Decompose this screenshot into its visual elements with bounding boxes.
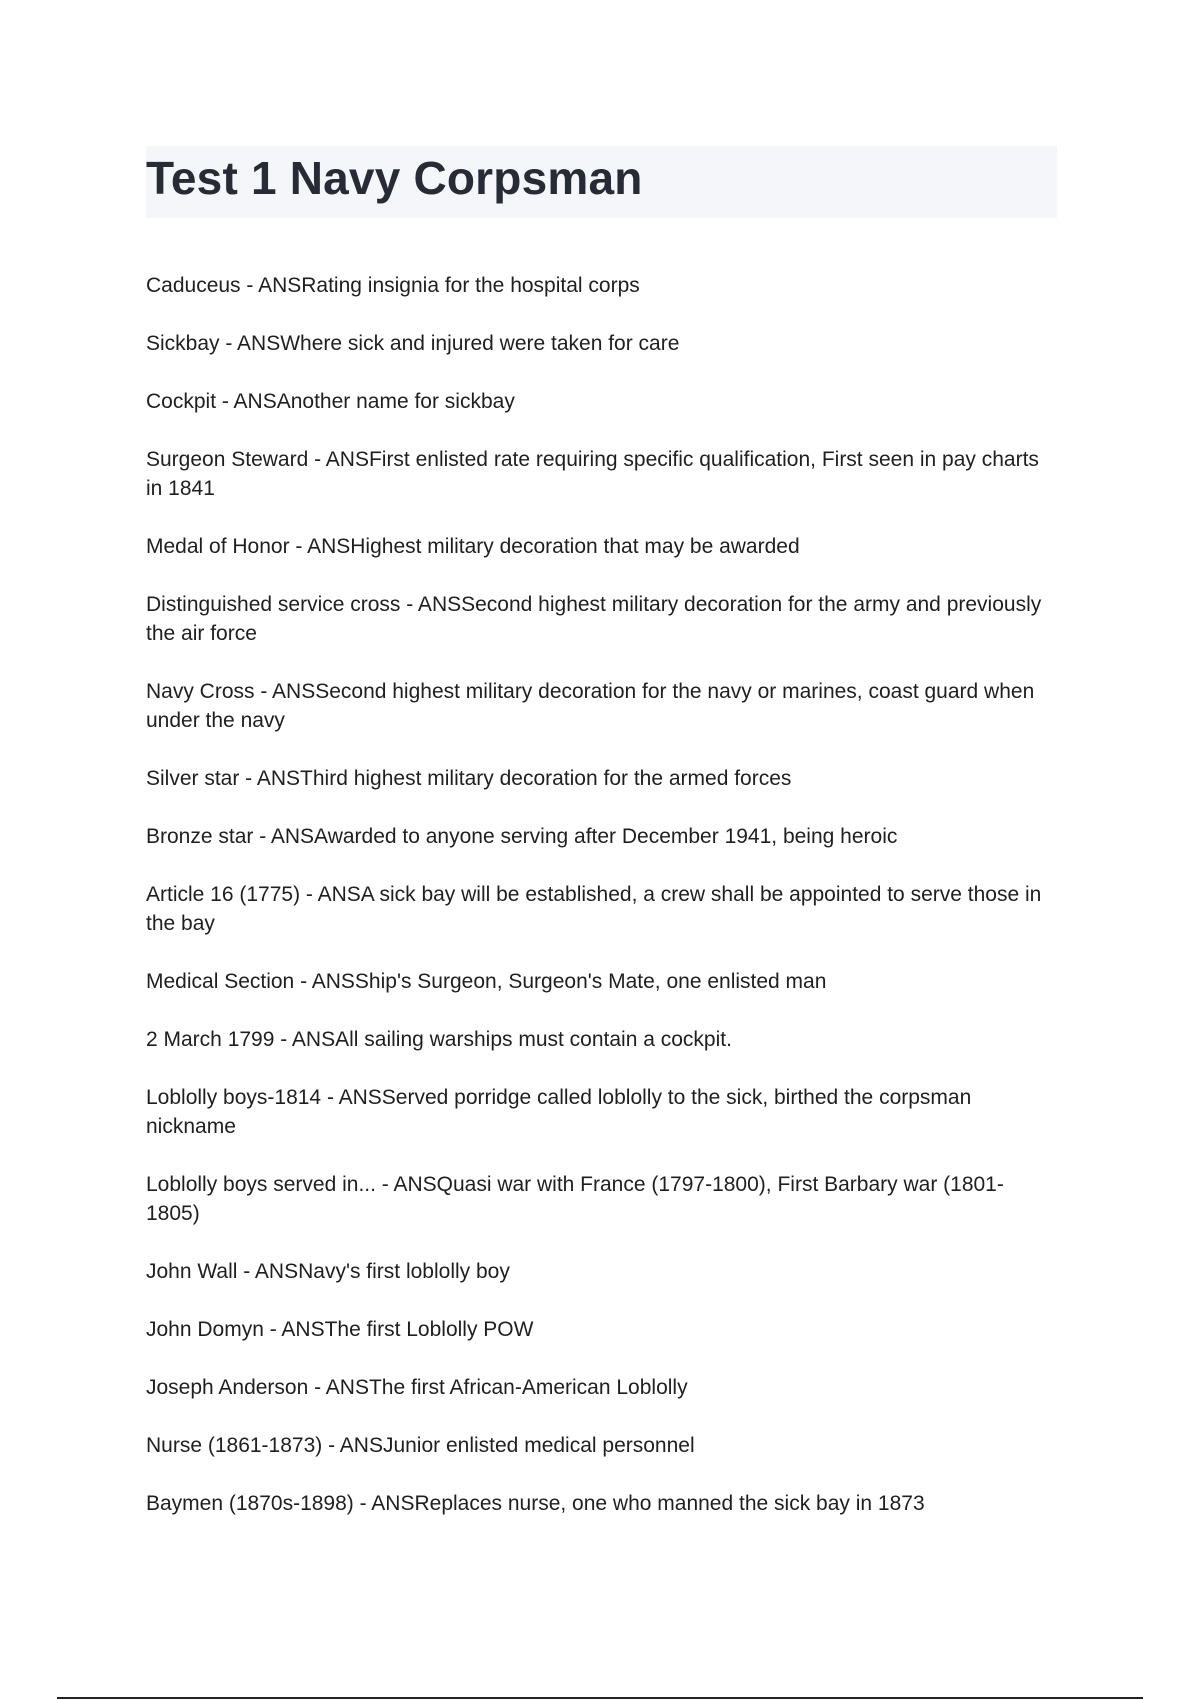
flashcard-entry-loblolly-boys-1814: Loblolly boys-1814 - ANSServed porridge called loblolly to the sick, birthed the corpsman nickname	[146, 1086, 972, 1138]
flashcard-entry-loblolly-boys-served-in: Loblolly boys served in... - ANSQuasi war with France (1797-1800), First Barbary war (1801-1805)	[146, 1173, 1004, 1225]
flashcard-entry-medal-of-honor: Medal of Honor - ANSHighest military decoration that may be awarded	[146, 535, 800, 558]
flashcard-entry-article-16: Article 16 (1775) - ANSA sick bay will be established, a crew shall be appointed to serve those in the bay	[146, 883, 1042, 935]
flashcard-entry-bronze-star: Bronze star - ANSAwarded to anyone serving after December 1941, being heroic	[146, 825, 898, 848]
flashcard-entry-joseph-anderson: Joseph Anderson - ANSThe first African-American Loblolly	[146, 1376, 688, 1399]
flashcard-entry-silver-star: Silver star - ANSThird highest military decoration for the armed forces	[146, 767, 792, 790]
flashcard-entry-caduceus: Caduceus - ANSRating insignia for the hospital corps	[146, 274, 640, 297]
page-title: Test 1 Navy Corpsman	[146, 152, 643, 204]
flashcard-entry-surgeon-steward: Surgeon Steward - ANSFirst enlisted rate requiring specific qualification, First seen in pay charts in 1841	[146, 448, 1039, 500]
flashcard-entry-nurse: Nurse (1861-1873) - ANSJunior enlisted medical personnel	[146, 1434, 695, 1457]
flashcard-entry-sickbay: Sickbay - ANSWhere sick and injured were taken for care	[146, 332, 680, 355]
flashcard-entry-john-wall: John Wall - ANSNavy's first loblolly boy	[146, 1260, 510, 1283]
flashcard-entry-cockpit: Cockpit - ANSAnother name for sickbay	[146, 390, 515, 413]
flashcard-entry-distinguished-service-cross: Distinguished service cross - ANSSecond highest military decoration for the army and previously the air force	[146, 593, 1042, 645]
flashcard-entry-baymen: Baymen (1870s-1898) - ANSReplaces nurse, one who manned the sick bay in 1873	[146, 1492, 925, 1515]
flashcard-entry-john-domyn: John Domyn - ANSThe first Loblolly POW	[146, 1318, 534, 1341]
footer-divider	[57, 1697, 1143, 1699]
flashcard-entry-medical-section: Medical Section - ANSShip's Surgeon, Surgeon's Mate, one enlisted man	[146, 970, 827, 993]
flashcard-entry-navy-cross: Navy Cross - ANSSecond highest military decoration for the navy or marines, coast guard when under the navy	[146, 680, 1035, 732]
flashcard-entry-2-march-1799: 2 March 1799 - ANSAll sailing warships must contain a cockpit.	[146, 1028, 732, 1051]
flashcard-list	[146, 271, 1046, 1547]
title-banner	[146, 146, 1057, 218]
